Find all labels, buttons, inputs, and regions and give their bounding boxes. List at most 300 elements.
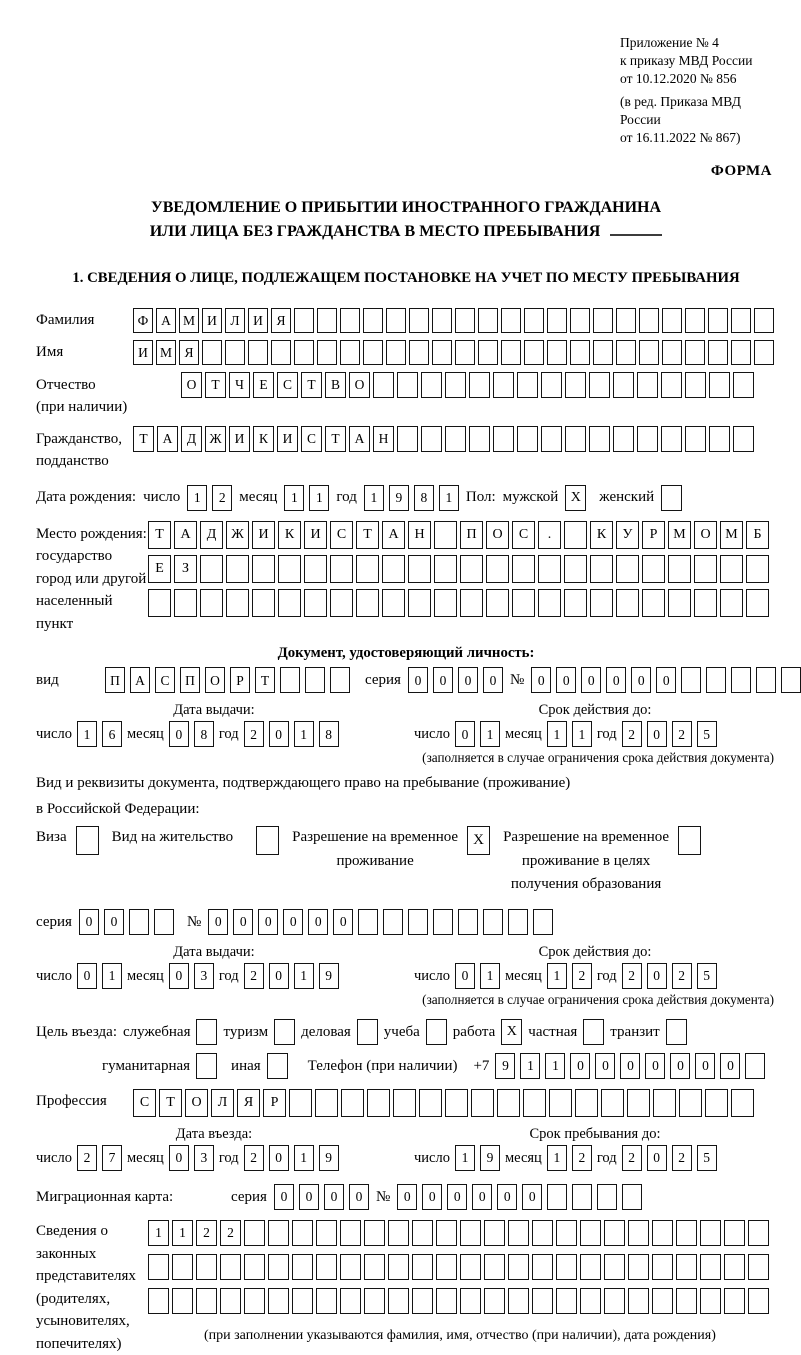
sex-male-label: мужской	[502, 489, 559, 506]
representatives-label-line6: попечителях)	[36, 1335, 122, 1352]
residence-doc-valid-values	[414, 963, 776, 989]
form-cell	[731, 308, 751, 333]
form-cell	[508, 1220, 529, 1246]
form-cell	[408, 909, 428, 935]
edu-permit-label-line2: проживание в целях	[521, 852, 651, 869]
purpose-work-checkbox: X	[501, 1019, 522, 1045]
form-cell	[604, 1220, 625, 1246]
form-cell	[244, 1220, 265, 1246]
form-cell	[733, 426, 754, 452]
form-cell: 1	[294, 721, 314, 747]
form-cell	[700, 1220, 721, 1246]
form-cell	[469, 372, 490, 398]
representatives-cells-row1	[148, 1220, 769, 1246]
form-cell	[289, 1089, 312, 1117]
identity-doc-series-cells	[408, 667, 503, 693]
phone-prefix: +7	[473, 1057, 490, 1074]
form-cell: 0	[208, 909, 228, 935]
form-cell	[493, 372, 514, 398]
form-cell: Я	[179, 340, 199, 365]
form-title-line1: УВЕДОМЛЕНИЕ О ПРИБЫТИИ ИНОСТРАННОГО ГРАЖДАНИНА	[150, 198, 662, 216]
form-cell: 0	[333, 909, 353, 935]
form-cell	[746, 555, 769, 583]
form-cell: 2	[220, 1220, 241, 1246]
firstname-row	[36, 340, 776, 365]
form-cell	[268, 1288, 289, 1314]
form-cell	[685, 426, 706, 452]
edu-permit-label-line3: получения образования	[510, 875, 662, 892]
form-cell	[754, 340, 774, 365]
form-cell: И	[252, 521, 275, 549]
form-cell: Я	[237, 1089, 260, 1117]
migration-card-label: Миграционная карта:	[36, 1188, 174, 1205]
form-cell: Р	[642, 521, 665, 549]
form-cell	[292, 1254, 313, 1280]
form-cell: 0	[483, 667, 503, 693]
stay-until-values	[414, 1145, 776, 1171]
month-label: месяц	[504, 967, 542, 984]
form-cell: И	[133, 340, 153, 365]
form-cell: 1	[309, 485, 329, 511]
form-cell	[627, 1089, 650, 1117]
form-cell	[330, 589, 353, 617]
form-cell: 2	[244, 963, 264, 989]
form-cell: М	[668, 521, 691, 549]
form-cell	[706, 667, 726, 693]
purpose-business-label: деловая	[301, 1023, 351, 1040]
form-cell: 1	[148, 1220, 169, 1246]
form-cell: 0	[595, 1053, 615, 1079]
form-cell	[373, 372, 394, 398]
form-cell	[478, 308, 498, 333]
form-cell	[781, 667, 801, 693]
form-cell: 0	[408, 667, 428, 693]
form-cell	[685, 308, 705, 333]
residence-doc-series-label: серия	[36, 913, 72, 930]
sex-female-label: женский	[599, 489, 655, 506]
form-cell	[382, 589, 405, 617]
residence-doc-issue-header: Дата выдачи:	[173, 944, 255, 961]
identity-doc-dates	[36, 702, 776, 747]
form-cell: 6	[102, 721, 122, 747]
form-cell: Т	[325, 426, 346, 452]
form-cell: 0	[556, 667, 576, 693]
identity-doc-kind-cells	[105, 667, 350, 693]
form-cell: С	[277, 372, 298, 398]
representatives-label-line5: усыновителях,	[36, 1313, 130, 1330]
form-cell: З	[174, 555, 197, 583]
lastname-label: Фамилия	[36, 311, 95, 328]
form-cell	[316, 1220, 337, 1246]
temp-permit-checkbox: X	[467, 826, 490, 855]
form-cell: 1	[172, 1220, 193, 1246]
migration-card-number-label: №	[375, 1188, 391, 1205]
form-cell	[748, 1220, 769, 1246]
form-cell: К	[253, 426, 274, 452]
entry-date-header: Дата въезда:	[175, 1126, 253, 1143]
edu-permit-label-line1: Разрешение на временное	[503, 829, 670, 846]
form-cell	[679, 1089, 702, 1117]
form-cell	[532, 1254, 553, 1280]
form-cell: Д	[200, 521, 223, 549]
form-cell: 8	[414, 485, 434, 511]
form-cell	[445, 372, 466, 398]
form-cell: 0	[620, 1053, 640, 1079]
entry-date-month	[169, 1145, 214, 1171]
form-cell	[556, 1254, 577, 1280]
citizenship-label	[36, 426, 133, 473]
form-cell	[668, 589, 691, 617]
form-cell	[412, 1254, 433, 1280]
form-cell: 2	[572, 1145, 592, 1171]
form-cell	[662, 308, 682, 333]
form-cell	[628, 1220, 649, 1246]
stay-until-day	[455, 1145, 500, 1171]
form-cell	[613, 426, 634, 452]
form-cell: 1	[572, 721, 592, 747]
form-cell	[549, 1089, 572, 1117]
form-cell: 3	[194, 1145, 214, 1171]
form-cell	[434, 555, 457, 583]
form-cell: 0	[455, 963, 475, 989]
form-cell: А	[130, 667, 150, 693]
form-cell	[538, 589, 561, 617]
form-cell	[469, 426, 490, 452]
form-cell	[316, 1288, 337, 1314]
form-cell: Т	[205, 372, 226, 398]
form-cell	[419, 1089, 442, 1117]
birthdate-year-label: год	[336, 489, 357, 506]
phone-label: Телефон (при наличии)	[307, 1057, 458, 1074]
form-cell	[278, 589, 301, 617]
migration-card-series-label: серия	[231, 1188, 267, 1205]
purpose-tourism-checkbox	[274, 1019, 295, 1045]
form-cell: И	[304, 521, 327, 549]
visa-label: Виза	[36, 829, 67, 846]
form-cell	[613, 372, 634, 398]
form-title-line2: ИЛИ ЛИЦА БЕЗ ГРАЖДАНСТВА В МЕСТО ПРЕБЫВАНИЯ	[149, 222, 601, 240]
form-cell: 1	[439, 485, 459, 511]
identity-doc-issue-values	[36, 721, 392, 747]
form-cell: 0	[631, 667, 651, 693]
form-cell	[174, 589, 197, 617]
form-cell	[564, 521, 587, 549]
birthdate-row	[36, 485, 776, 511]
identity-doc-note: (заполняется в случае ограничения срока действия документа)	[422, 750, 774, 766]
form-cell: И	[248, 308, 268, 333]
form-cell	[432, 308, 452, 333]
form-cell: 3	[194, 963, 214, 989]
form-cell	[386, 340, 406, 365]
form-cell	[547, 1184, 567, 1210]
month-label: месяц	[504, 725, 542, 742]
form-cell: И	[229, 426, 250, 452]
form-cell	[433, 909, 453, 935]
temp-permit-label-line1: Разрешение на временное	[292, 829, 459, 846]
form-cell	[639, 340, 659, 365]
form-cell: 2	[622, 721, 642, 747]
form-cell: 0	[720, 1053, 740, 1079]
month-label: месяц	[126, 1149, 164, 1166]
birthplace-row	[36, 521, 776, 636]
form-cell: 2	[572, 963, 592, 989]
form-cell	[434, 589, 457, 617]
birthdate-day-cells	[187, 485, 232, 511]
stay-until-header: Срок пребывания до:	[529, 1126, 661, 1143]
form-cell	[746, 589, 769, 617]
form-cell	[383, 909, 403, 935]
form-cell: 9	[389, 485, 409, 511]
form-cell	[572, 1184, 592, 1210]
citizenship-row	[36, 426, 776, 473]
form-cell	[556, 1288, 577, 1314]
form-cell: К	[278, 521, 301, 549]
form-cell	[292, 1220, 313, 1246]
form-title-line2-wrap	[36, 220, 776, 244]
form-cell	[708, 340, 728, 365]
form-cell	[148, 1254, 169, 1280]
form-cell	[460, 1288, 481, 1314]
birthdate-year-cells	[364, 485, 459, 511]
identity-doc-valid-col	[392, 702, 776, 747]
form-cell	[382, 555, 405, 583]
form-cell: Р	[230, 667, 250, 693]
form-cell: Л	[225, 308, 245, 333]
form-cell: А	[382, 521, 405, 549]
phone-cells	[495, 1053, 765, 1079]
form-cell	[196, 1254, 217, 1280]
representatives-row	[36, 1218, 776, 1355]
residence-doc-issue-day	[77, 963, 122, 989]
form-cell	[589, 426, 610, 452]
form-cell: 1	[545, 1053, 565, 1079]
stay-until-month	[547, 1145, 592, 1171]
form-cell	[570, 308, 590, 333]
form-cell: 1	[480, 963, 500, 989]
form-cell	[532, 1288, 553, 1314]
form-cell	[565, 372, 586, 398]
form-cell	[202, 340, 222, 365]
form-cell: Ф	[133, 308, 153, 333]
purpose-other-label: иная	[231, 1057, 261, 1074]
form-cell: 0	[647, 963, 667, 989]
form-cell	[724, 1220, 745, 1246]
form-cell	[304, 555, 327, 583]
identity-doc-valid-year	[622, 721, 717, 747]
birthplace-cells-row1	[148, 521, 769, 549]
form-cell	[570, 340, 590, 365]
residence-doc-valid-header: Срок действия до:	[538, 944, 652, 961]
identity-doc-kind-row	[36, 667, 776, 693]
form-cell	[590, 589, 613, 617]
form-cell	[733, 372, 754, 398]
form-cell	[304, 589, 327, 617]
form-cell	[524, 340, 544, 365]
form-cell: 9	[319, 963, 339, 989]
form-cell	[364, 1254, 385, 1280]
form-cell: О	[205, 667, 225, 693]
form-cell	[709, 372, 730, 398]
form-cell	[148, 1288, 169, 1314]
form-cell: Т	[301, 372, 322, 398]
form-cell	[340, 1288, 361, 1314]
identity-doc-valid-day	[455, 721, 500, 747]
form-cell	[305, 667, 325, 693]
representatives-label	[36, 1218, 148, 1355]
form-cell: Е	[253, 372, 274, 398]
form-cell: 0	[433, 667, 453, 693]
form-cell	[661, 372, 682, 398]
form-cell: Т	[133, 426, 154, 452]
citizenship-label-line1: Гражданство,	[36, 430, 123, 447]
form-cell: 0	[258, 909, 278, 935]
year-label: год	[596, 967, 617, 984]
form-cell	[409, 308, 429, 333]
form-cell	[412, 1288, 433, 1314]
purpose-tourism-label: туризм	[223, 1023, 269, 1040]
residence-doc-issue-year	[244, 963, 339, 989]
day-label: число	[36, 725, 72, 742]
form-cell: Т	[148, 521, 171, 549]
form-cell	[364, 1220, 385, 1246]
day-label: число	[414, 1149, 450, 1166]
residence-doc-valid-month	[547, 963, 592, 989]
purpose-work-label: работа	[452, 1023, 496, 1040]
form-cell	[363, 308, 383, 333]
form-cell: С	[512, 521, 535, 549]
day-label: число	[414, 967, 450, 984]
form-cell: А	[157, 426, 178, 452]
form-cell: 1	[364, 485, 384, 511]
stay-until-col	[392, 1126, 776, 1171]
form-cell	[501, 308, 521, 333]
day-label: число	[36, 1149, 72, 1166]
residence-permit-option	[112, 826, 279, 855]
sex-label: Пол:	[465, 489, 496, 506]
form-cell: 0	[169, 721, 189, 747]
form-cell	[294, 340, 314, 365]
form-cell: 0	[169, 1145, 189, 1171]
purpose-official-checkbox	[196, 1019, 217, 1045]
form-cell	[676, 1254, 697, 1280]
middlename-cells	[181, 372, 754, 398]
form-cell	[731, 340, 751, 365]
form-cell	[720, 589, 743, 617]
form-cell	[252, 555, 275, 583]
form-cell	[756, 667, 776, 693]
form-cell: 0	[570, 1053, 590, 1079]
form-cell	[533, 909, 553, 935]
form-cell	[597, 1184, 617, 1210]
form-cell	[508, 1254, 529, 1280]
form-cell	[524, 308, 544, 333]
representatives-note: (при заполнении указываются фамилия, имя, отчество (при наличии), дата рождения)	[204, 1328, 716, 1344]
residence-doc-options	[36, 826, 776, 896]
form-cell: 0	[645, 1053, 665, 1079]
lastname-cells	[133, 308, 774, 333]
edu-permit-label	[503, 826, 669, 896]
form-cell	[523, 1089, 546, 1117]
form-cell	[445, 426, 466, 452]
profession-row	[36, 1089, 776, 1117]
form-cell	[252, 589, 275, 617]
form-cell	[363, 340, 383, 365]
form-cell: 2	[622, 1145, 642, 1171]
residence-doc-intro2: в Российской Федерации:	[36, 801, 200, 818]
form-cell	[408, 589, 431, 617]
birthplace-label-line3: город или другой	[36, 570, 147, 587]
birthdate-day-label: число	[143, 489, 181, 506]
form-cell	[460, 589, 483, 617]
form-cell: 5	[697, 721, 717, 747]
residence-doc-dates	[36, 944, 776, 989]
form-cell: 8	[319, 721, 339, 747]
form-cell	[356, 589, 379, 617]
form-cell	[589, 372, 610, 398]
form-cell: 5	[697, 963, 717, 989]
middlename-label	[36, 372, 181, 419]
form-cell: 0	[324, 1184, 344, 1210]
form-cell: Ж	[226, 521, 249, 549]
form-cell	[271, 340, 291, 365]
purpose-official-label: служебная	[122, 1023, 191, 1040]
form-cell: 2	[244, 721, 264, 747]
form-cell: 2	[672, 721, 692, 747]
form-cell	[564, 589, 587, 617]
form-cell	[642, 555, 665, 583]
identity-doc-kind-label: вид	[36, 671, 59, 688]
purpose-transit-label: транзит	[610, 1023, 660, 1040]
form-cell: 1	[294, 963, 314, 989]
birthplace-label-line1: Место рождения:	[36, 525, 147, 542]
title-blank-underline	[610, 220, 662, 236]
form-cell	[196, 1288, 217, 1314]
purpose-study-label: учеба	[383, 1023, 420, 1040]
entry-date-values	[36, 1145, 392, 1171]
form-cell	[200, 555, 223, 583]
form-cell	[652, 1254, 673, 1280]
entry-date-col	[36, 1126, 392, 1171]
entry-date-day	[77, 1145, 122, 1171]
profession-cells	[133, 1089, 754, 1117]
form-cell	[129, 909, 149, 935]
form-cell	[421, 426, 442, 452]
form-cell	[541, 372, 562, 398]
temp-permit-label-line2: проживание	[336, 852, 414, 869]
identity-doc-valid-header: Срок действия до:	[538, 702, 652, 719]
form-cell: О	[486, 521, 509, 549]
form-cell	[172, 1254, 193, 1280]
citizenship-label-line2: подданство	[36, 453, 109, 470]
form-cell: А	[156, 308, 176, 333]
citizenship-cells	[133, 426, 754, 452]
form-cell	[386, 308, 406, 333]
form-cell: П	[460, 521, 483, 549]
form-cell	[248, 340, 268, 365]
form-cell	[200, 589, 223, 617]
form-cell	[341, 1089, 364, 1117]
form-cell	[388, 1220, 409, 1246]
form-cell	[616, 589, 639, 617]
lastname-row	[36, 308, 776, 333]
form-cell	[364, 1288, 385, 1314]
form-cell	[580, 1254, 601, 1280]
form-cell	[652, 1220, 673, 1246]
form-cell: И	[277, 426, 298, 452]
form-cell	[512, 589, 535, 617]
form-cell	[653, 1089, 676, 1117]
form-cell	[754, 308, 774, 333]
